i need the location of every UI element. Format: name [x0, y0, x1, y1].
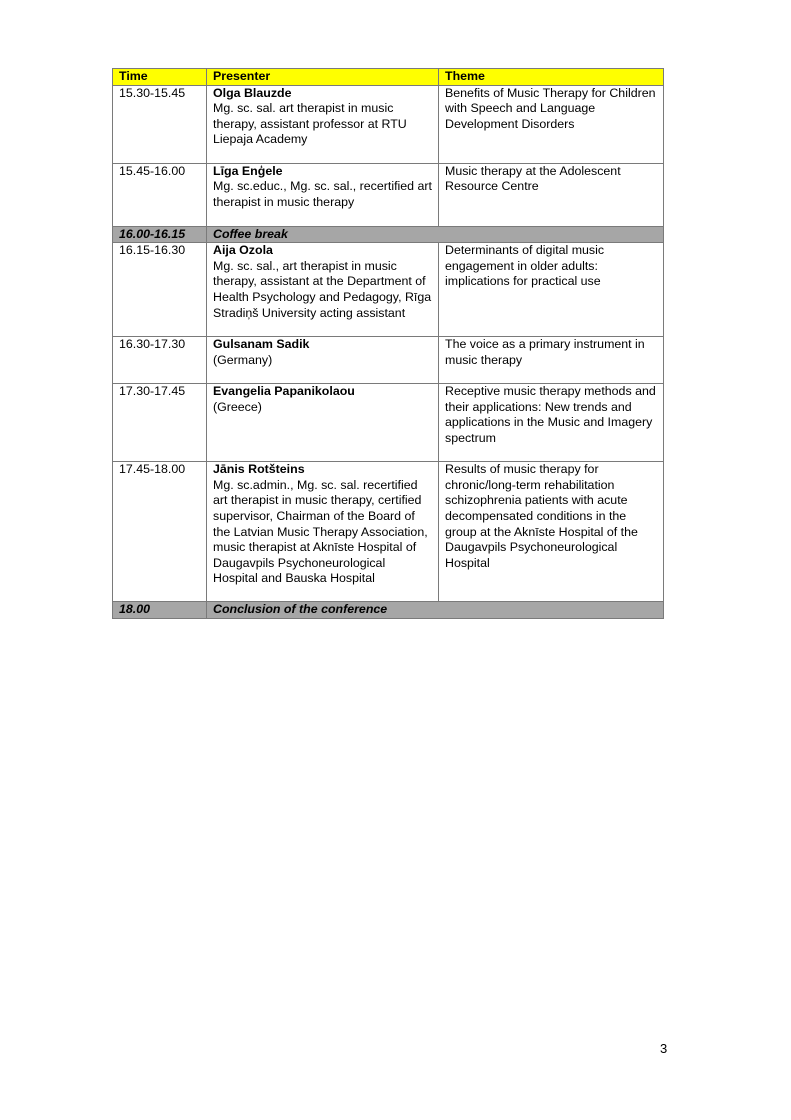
- theme-cell: Receptive music therapy methods and their applications: New trends and applications in the Music and Imagery spectrum: [439, 384, 664, 462]
- presenter-name: Olga Blauzde: [213, 85, 292, 100]
- presenter-name: Līga Enģele: [213, 163, 283, 178]
- presenter-cell: [207, 243, 439, 337]
- table-header-row: [113, 69, 664, 86]
- time-cell: 16.15-16.30: [113, 243, 207, 337]
- conclusion-row: [113, 602, 664, 619]
- presenter-description: (Germany): [213, 352, 273, 367]
- table-row: [113, 337, 664, 384]
- table-row: [113, 85, 664, 163]
- conclusion-label: Conclusion of the conference: [207, 602, 664, 619]
- page-number: 3: [660, 1041, 668, 1056]
- time-cell: 16.00-16.15: [113, 226, 207, 243]
- presenter-cell: [207, 163, 439, 226]
- time-cell: 17.30-17.45: [113, 384, 207, 462]
- table-row: [113, 163, 664, 226]
- presenter-description: Mg. sc.admin., Mg. sc. sal. recertified art therapist in music therapy, certified supervisor, Chairman of the Board of the Latvian Music Therapy Association, music therapist at Aknīste Hospital of Daugavpils Psychoneurological Hospital and Bauska Hospital: [213, 477, 428, 586]
- presenter-name: Evangelia Papanikolaou: [213, 384, 355, 399]
- time-cell: 15.30-15.45: [113, 85, 207, 163]
- time-cell: 18.00: [113, 602, 207, 619]
- theme-cell: Results of music therapy for chronic/long-term rehabilitation schizophrenia patients with acute decompensated conditions in the group at the Aknīste Hospital of the Daugavpils Psychoneurological Hospital: [439, 462, 664, 602]
- presenter-name: Gulsanam Sadik: [213, 337, 310, 352]
- presenter-name: Aija Ozola: [213, 243, 273, 258]
- header-time: Time: [113, 69, 207, 86]
- table-row: [113, 462, 664, 602]
- schedule-table: [112, 68, 664, 619]
- table-row: [113, 384, 664, 462]
- theme-cell: Benefits of Music Therapy for Children with Speech and Language Development Disorders: [439, 85, 664, 163]
- time-cell: 16.30-17.30: [113, 337, 207, 384]
- presenter-name: Jānis Rotšteins: [213, 462, 305, 477]
- time-cell: 15.45-16.00: [113, 163, 207, 226]
- presenter-description: Mg. sc. sal. art therapist in music therapy, assistant professor at RTU Liepaja Academy: [213, 101, 407, 147]
- header-theme: Theme: [439, 69, 664, 86]
- header-presenter: Presenter: [207, 69, 439, 86]
- presenter-cell: [207, 384, 439, 462]
- presenter-cell: [207, 462, 439, 602]
- theme-cell: Music therapy at the Adolescent Resource Centre: [439, 163, 664, 226]
- theme-cell: Determinants of digital music engagement in older adults: implications for practical use: [439, 243, 664, 337]
- presenter-cell: [207, 337, 439, 384]
- presenter-description: (Greece): [213, 399, 262, 414]
- table-row: [113, 243, 664, 337]
- break-label: Coffee break: [207, 226, 664, 243]
- presenter-description: Mg. sc.educ., Mg. sc. sal., recertified art therapist in music therapy: [213, 179, 432, 209]
- time-cell: 17.45-18.00: [113, 462, 207, 602]
- presenter-description: Mg. sc. sal., art therapist in music therapy, assistant at the Department of Health Psychology and Pedagogy, Rīga Stradiņš University acting assistant: [213, 258, 432, 320]
- theme-cell: The voice as a primary instrument in music therapy: [439, 337, 664, 384]
- presenter-cell: [207, 85, 439, 163]
- break-row: [113, 226, 664, 243]
